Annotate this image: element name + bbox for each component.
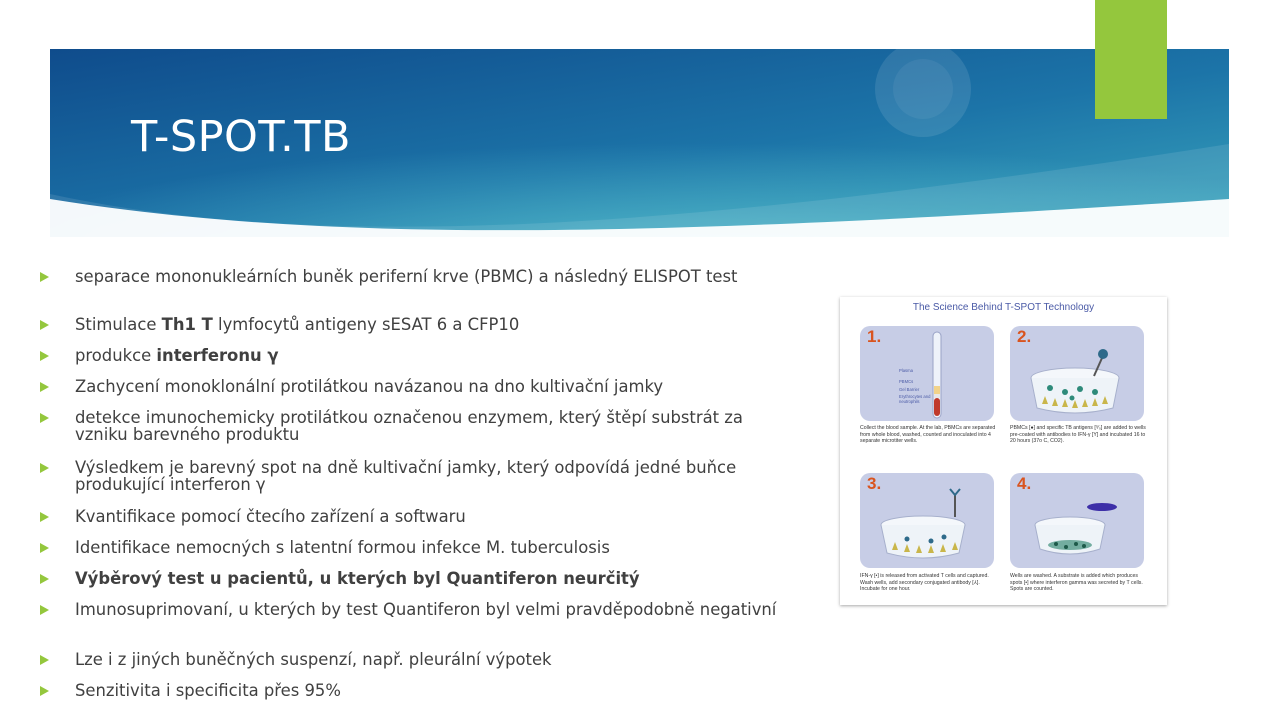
bullet-text-part: Lze i z jiných buněčných suspenzí, např. pleurální výpotek xyxy=(75,650,552,669)
bullet-text-bold: interferonu γ xyxy=(156,346,279,365)
step-4-panel xyxy=(1010,473,1144,568)
bullet-text-part: Identifikace nemocných s latentní formou infekce M. tuberculosis xyxy=(75,538,610,557)
bullet-text xyxy=(75,458,736,494)
tube-label-pbmcs: PBMCs xyxy=(899,379,914,384)
bullet-text-part: Senzitivita i specificita přes 95% xyxy=(75,681,341,700)
step-2-number: 2. xyxy=(1017,327,1032,346)
bullet-arrow-icon xyxy=(40,320,49,330)
step-4-caption: Wells are washed. A substrate is added which produces spots [•] where interferon gamma was secreted by T cells. Spots are counted. xyxy=(1010,573,1143,593)
well-antigen-illustration xyxy=(1010,326,1144,421)
step-4-number: 4. xyxy=(1017,474,1032,493)
bullet-text xyxy=(75,681,341,700)
bullet-item xyxy=(40,570,800,587)
bullet-text-part: Zachycení monoklonální protilátkou navázanou na dno kultivační jamky xyxy=(75,377,664,396)
bullet-item xyxy=(40,268,800,285)
bullet-text-part: Stimulace xyxy=(75,315,162,334)
bullet-text-part: Imunosuprimovaní, u kterých by test Quantiferon byl velmi pravděpodobně negativní xyxy=(75,600,777,619)
bullet-text-part: Výsledkem je barevný spot na dně kultivační jamky, který odpovídá jedné buňce produkující interferon γ xyxy=(75,458,737,494)
step-2-caption: PBMCs [●] and specific TB antigens [⁰⁄₀] are added to wells pre-coated with antibodies to IFN-γ [Y] and incubated 16 to 20 hours (37o C, CO2). xyxy=(1010,425,1146,445)
well-spots-illustration xyxy=(1010,473,1144,568)
bullet-item xyxy=(40,601,800,618)
bullet-arrow-icon xyxy=(40,655,49,665)
t-spot-figure xyxy=(840,297,1167,605)
slide-title: T-SPOT.TB xyxy=(131,112,352,162)
accent-tab xyxy=(1095,0,1167,119)
step-1-panel xyxy=(860,326,994,421)
bullet-item xyxy=(40,508,800,525)
tube-label-plasma: Plasma xyxy=(899,368,913,373)
step-3-number: 3. xyxy=(867,474,882,493)
bullet-item xyxy=(40,347,800,364)
bullet-arrow-icon xyxy=(40,463,49,473)
bullet-text xyxy=(75,377,663,396)
step-3-panel xyxy=(860,473,994,568)
bullet-text xyxy=(75,507,466,526)
tube-label-erythrocytes: Erythrocytes and neutrophils xyxy=(899,394,931,404)
step-2-panel xyxy=(1010,326,1144,421)
bullet-text xyxy=(75,600,776,619)
bullet-arrow-icon xyxy=(40,382,49,392)
bullet-arrow-icon xyxy=(40,686,49,696)
bullet-text xyxy=(75,408,743,444)
bullet-arrow-icon xyxy=(40,272,49,282)
bullet-text-part: lymfocytů antigeny sESAT 6 a CFP10 xyxy=(212,315,520,334)
bullet-text xyxy=(75,569,640,588)
bullet-text xyxy=(75,315,519,334)
bullet-text xyxy=(75,267,737,286)
bullet-arrow-icon xyxy=(40,605,49,615)
bullet-text-bold: Výběrový test u pacientů, u kterých byl Quantiferon neurčitý xyxy=(75,569,640,588)
figure-title: The Science Behind T-SPOT Technology xyxy=(912,302,1095,313)
bullet-arrow-icon xyxy=(40,574,49,584)
bullet-text-part: produkce xyxy=(75,346,157,365)
bullet-text-part: detekce imunochemicky protilátkou označenou enzymem, který štěpí substrát za vzniku barevného produktu xyxy=(75,408,743,444)
bullet-text-part: Kvantifikace pomocí čtecího zařízení a softwaru xyxy=(75,507,466,526)
title-banner xyxy=(50,49,1229,237)
bullet-item xyxy=(40,651,800,668)
bullet-item xyxy=(40,378,800,395)
bullet-arrow-icon xyxy=(40,543,49,553)
bullet-item xyxy=(40,409,800,443)
bullet-text-part: separace mononukleárních buněk periferní krve (PBMC) a následný ELISPOT test xyxy=(75,267,738,286)
bullet-text xyxy=(75,650,552,669)
step-1-caption: Collect the blood sample. At the lab, PBMCs are separated from whole blood, washed, counted and inoculated into 4 separate microtiter wells. xyxy=(860,425,996,445)
bullet-arrow-icon xyxy=(40,413,49,423)
bullet-item xyxy=(40,539,800,556)
bullet-item xyxy=(40,682,800,699)
bullet-item xyxy=(40,459,800,493)
tube-label-gel: Gel Barrier xyxy=(899,387,920,392)
step-1-number: 1. xyxy=(867,327,882,346)
bullet-text xyxy=(75,346,279,365)
bullet-arrow-icon xyxy=(40,351,49,361)
bullet-text xyxy=(75,538,610,557)
step-3-caption: IFN-γ [•] is released from activated T cells and captured. Wash wells, add secondary conjugated antibody [⅄]. Incubate for one hour. xyxy=(860,573,989,593)
bullet-arrow-icon xyxy=(40,512,49,522)
bullet-item xyxy=(40,316,800,333)
bullet-text-bold: Th1 T xyxy=(161,315,213,334)
well-capture-illustration xyxy=(860,473,994,568)
